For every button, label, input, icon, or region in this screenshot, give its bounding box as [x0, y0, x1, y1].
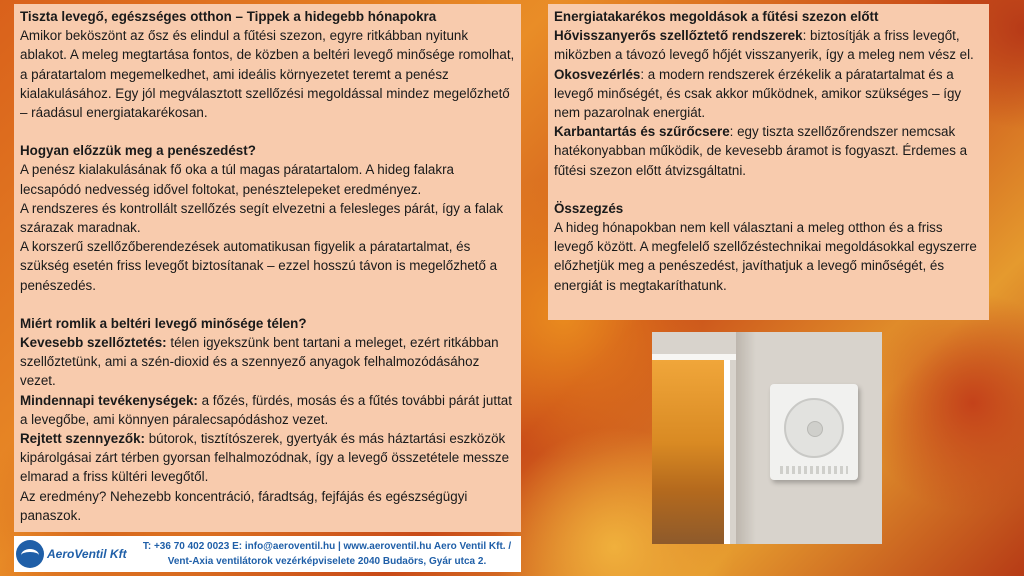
footer-bar — [14, 536, 521, 572]
right-item-3-text: : egy tiszta szellőzőrendszer nemcsak hatékonyabban működik, de kevesebb áramot is fogyaszt. Érdemes a fűtési szezon előtt átvizsgáltatni. — [554, 124, 968, 178]
section2-paragraph-2: A rendszeres és kontrollált szellőzés segít elvezetni a felesleges párát, így a falak szárazak maradnak. — [20, 200, 504, 236]
left-text-panel — [14, 4, 521, 532]
section1-title: Tiszta levegő, egészséges otthon – Tippek a hidegebb hónapokra — [20, 9, 437, 24]
section3-conclusion: Az eredmény? Nehezebb koncentráció, fáradtság, fejfájás és egészségügyi panaszok. — [20, 488, 468, 523]
right-item-2 — [554, 65, 983, 123]
wall-shadow — [736, 332, 756, 544]
section3-item-1-label: Kevesebb szellőztetés: — [20, 335, 167, 351]
summary-title: Összegzés — [554, 200, 624, 216]
section2-paragraph-3: A korszerű szellőzőberendezések automatikusan figyelik a páratartalmat, és szükség esetén friss levegőt biztosítanak – ezzel hosszú távon is megelőzhető a penészedés. — [20, 239, 498, 293]
window-autumn-view — [652, 354, 730, 544]
aeroventil-logo-icon — [16, 540, 44, 568]
right-item-1-label: Hővisszanyerős szellőztető rendszerek — [554, 28, 803, 44]
section3-item-2-text: a főzés, fürdés, mosás és a fűtés további párát juttat a levegőbe, ami könnyen páralecsapódáshoz vezet. — [20, 392, 512, 427]
section3-item-3 — [20, 429, 515, 487]
right-item-1-text: : biztosítják a friss levegőt, miközben a távozó levegő hőjét visszanyerik, így a meleg nem vész el. — [554, 28, 974, 63]
footer-contact: T: +36 70 402 0023 E: info@aeroventil.hu | www.aeroventil.hu Aero Ventil Kft. / Vent-Axia ventilátorok vezérképviselete 2040 Budaörs, Gyár utca 2. — [142, 541, 512, 567]
right-item-3-label: Karbantartás és szűrőcsere — [554, 124, 730, 140]
right-title: Energiatakarékos megoldások a fűtési szezon előtt — [554, 9, 879, 24]
fan-hub — [807, 421, 823, 437]
wall-fan-icon — [770, 384, 858, 480]
section3-item-2 — [20, 391, 515, 429]
section3-item-1-text: télen igyekszünk bent tartani a meleget, ezért ritkábban szellőztetünk, ami a szén-dioxid és a szennyező anyagok felhalmozódásához vezet. — [20, 335, 499, 389]
section2-title: Hogyan előzzük meg a penészedést? — [20, 143, 256, 159]
section3-title: Miért romlik a beltéri levegő minősége télen? — [20, 315, 307, 331]
section3-item-3-text: bútorok, tisztítószerek, gyertyák és más háztartási eszközök kipárolgásai zárt térben gyorsan felhalmozódnak, így a levegő összetétele messze elmarad a friss kültéri levegőtől. — [20, 431, 510, 485]
section2-paragraph-1: A penész kialakulásának fő oka a túl magas páratartalom. A hideg falakra lecsapódó nedvesség idővel foltokat, penésztelepeket eredményez. — [20, 162, 454, 197]
section3-item-2-label: Mindennapi tevékenységek: — [20, 392, 198, 408]
wall-fan-photo — [652, 332, 882, 544]
section3-item-3-label: Rejtett szennyezők: — [20, 431, 146, 447]
section1-body: Amikor beköszönt az ősz és elindul a fűtési szezon, egyre ritkábban nyitunk ablakot. A meleg megtartása fontos, de közben a beltéri levegő minősége romolhat, a páratartalom megemelkedhet, ami ideális környezetet teremt a penész kialakulásához. Egy jól megválasztott szellőzési megoldással mindez megelőzhető – ráadásul energiatakarékosan. — [20, 28, 515, 121]
section3-item-1 — [20, 333, 515, 391]
right-item-3 — [554, 122, 983, 180]
aeroventil-logo[interactable] — [14, 536, 132, 572]
right-item-2-label: Okosvezérlés — [554, 66, 641, 82]
logo-text: AeroVentil Kft — [47, 547, 127, 561]
summary-text: A hideg hónapokban nem kell választani a meleg otthon és a friss levegő között. A megfelelő szellőzéstechnikai megoldásokkal egyszerre előzhetjük meg a penészedést, javíthatjuk a levegő minőségét, és energiát is megtakaríthatunk. — [554, 220, 977, 293]
fan-ring — [784, 398, 844, 458]
window-frame — [652, 354, 736, 360]
fan-grill — [780, 466, 848, 474]
right-text-panel — [548, 4, 989, 320]
right-item-1 — [554, 26, 983, 64]
right-item-2-text: : a modern rendszerek érzékelik a páratartalmat és a levegő minőségét, és csak akkor működnek, amikor szükséges – így nem pazarolnak energiát. — [554, 66, 962, 121]
